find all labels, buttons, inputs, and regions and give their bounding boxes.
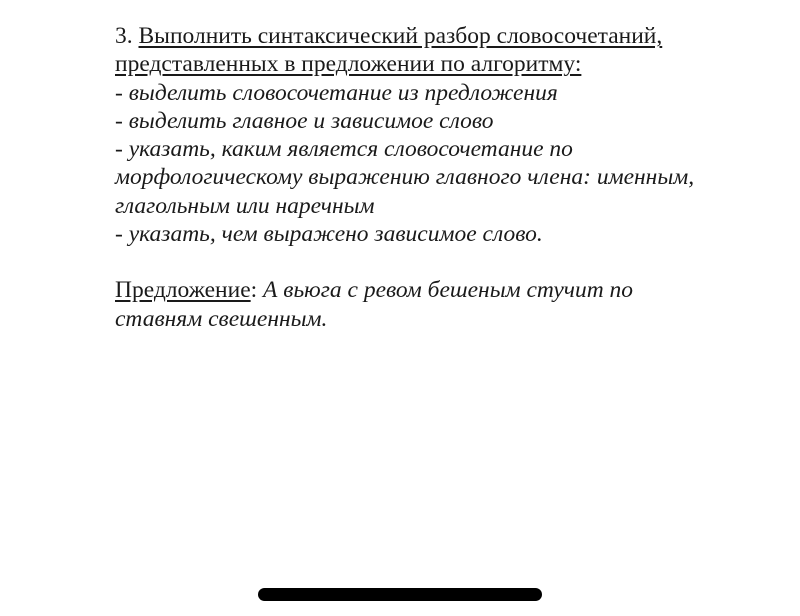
home-indicator-bar[interactable]: [258, 588, 542, 601]
sentence-label: Предложение: [115, 277, 251, 304]
algorithm-step-4: - указать, чем выражено зависимое слово.: [115, 221, 543, 248]
sentence-line1: [115, 276, 715, 304]
document-body: [115, 22, 715, 333]
algorithm-step-3-cont2: глагольным или наречным: [115, 192, 375, 219]
task-title-line1: Выполнить синтаксический разбор словосочетаний,: [138, 23, 663, 49]
algorithm-step-3-cont: морфологическому выражению главного члена: именным,: [115, 164, 695, 191]
sentence-colon: :: [250, 277, 258, 304]
task-number: 3.: [115, 23, 133, 49]
algorithm-step-2: - выделить главное и зависимое слово: [115, 107, 494, 134]
sentence-text-line1: А вьюга с ревом бешеным стучит по: [263, 277, 634, 304]
sentence-text-line2: ставням свешенным.: [115, 305, 328, 332]
task-title-line2: представленных в предложении по алгоритму:: [115, 51, 582, 78]
algorithm-step-3: - указать, каким является словосочетание по: [115, 136, 573, 163]
algorithm-step-1: - выделить словосочетание из предложения: [115, 79, 558, 106]
task-heading-line1: [115, 22, 715, 50]
paragraph-gap: [115, 248, 715, 276]
